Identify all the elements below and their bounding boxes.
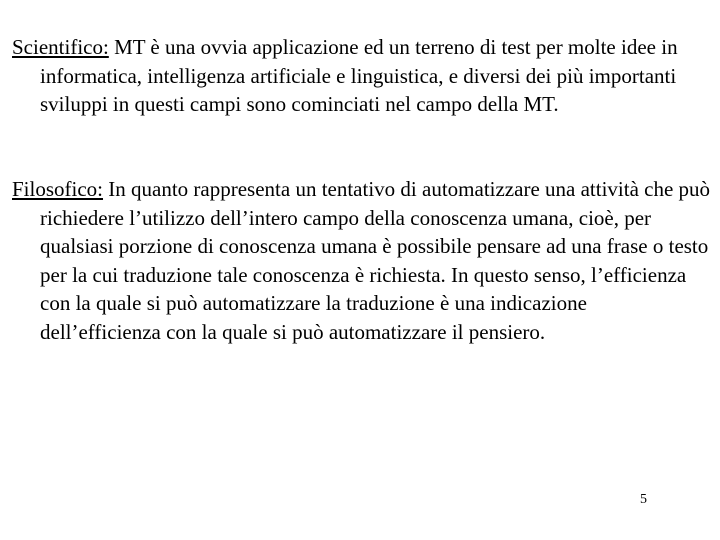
paragraph-label-scientifico: Scientifico: — [12, 35, 109, 59]
paragraph-text-filosofico: In quanto rappresenta un tentativo di automatizzare una attività che può richiedere l’utilizzo dell’intero campo della conoscenza umana, cioè, per qualsiasi porzione di conoscenza umana è possibile pensare ad una frase o testo per la cui traduzione tale conoscenza è richiesta. In questo senso, l’efficienza con la quale si può automatizzare la traduzione è una indicazione dell’efficienza con la quale si può automatizzare il pensiero. — [40, 177, 711, 344]
paragraph-label-filosofico: Filosofico: — [12, 177, 104, 201]
paragraph-text-scientifico: MT è una ovvia applicazione ed un terreno di test per molte idee in informatica, intelligenza artificiale e linguistica, e diversi dei più importanti sviluppi in questi campi sono cominciati nel campo della MT. — [40, 35, 678, 116]
paragraph-filosofico — [12, 175, 712, 346]
page-number: 5 — [640, 492, 647, 507]
paragraph-scientifico — [12, 33, 712, 119]
